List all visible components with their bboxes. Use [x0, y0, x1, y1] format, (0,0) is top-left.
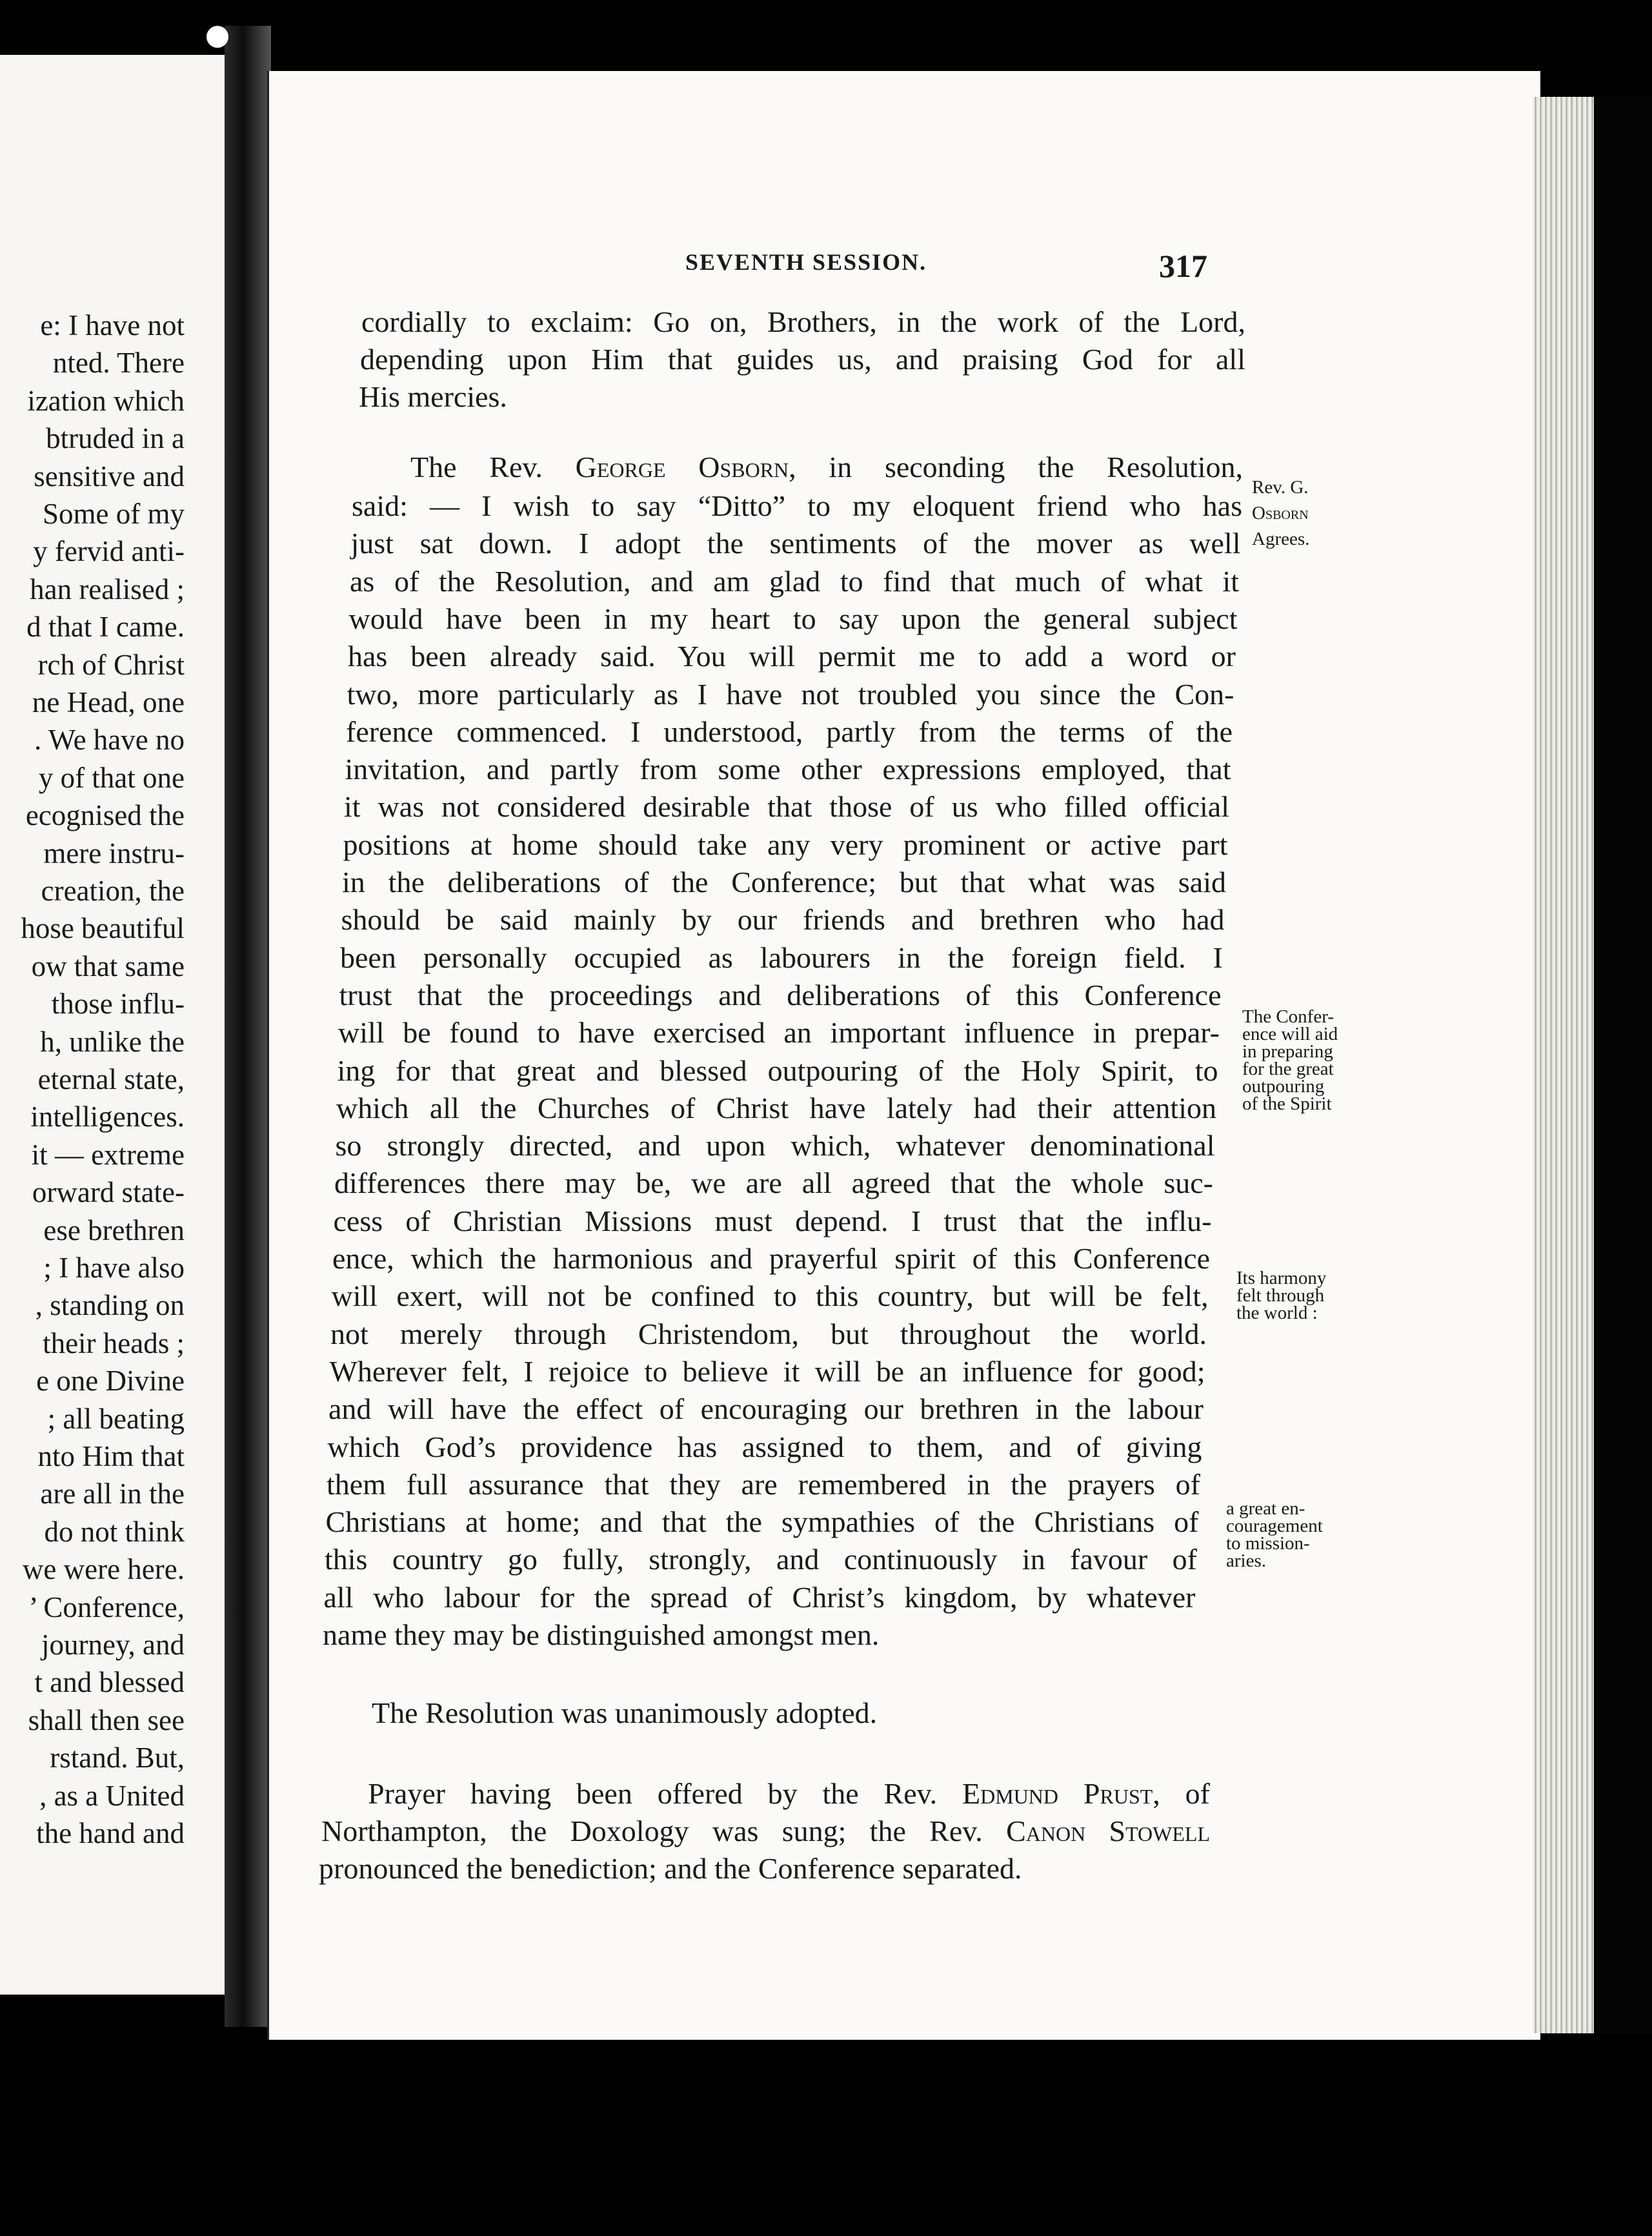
previous-page-line: hose beautiful [21, 912, 185, 945]
paragraph-2-line: so strongly directed, and upon which, whatever denominational [335, 1129, 1215, 1163]
paragraph-2-line: ence, which the harmonious and prayerful spirit of this Conference [332, 1242, 1210, 1275]
previous-page-line: ; all beating [47, 1402, 185, 1435]
paragraph-2-first-line [410, 449, 1243, 486]
paragraph-2-line: this country go fully, strongly, and continuously in favour of [325, 1543, 1197, 1576]
paragraph-2-line: it was not considered desirable that those of us who filled official [344, 790, 1229, 824]
paragraph-2-line: just sat down. I adopt the sentiments of the mover as well [350, 527, 1241, 560]
person-name: Canon Stowell [1006, 1814, 1210, 1847]
scan-hole-mark [206, 26, 228, 48]
previous-page-line: e: I have not [40, 309, 185, 341]
previous-page-line: d that I came. [26, 611, 185, 644]
paragraph-2-line: in the deliberations of the Conference; but that what was said [342, 866, 1226, 899]
previous-page-line: journey, and [41, 1629, 185, 1661]
previous-page-line: eternal state, [37, 1063, 185, 1095]
margin-note-line: ence will aid [1242, 1024, 1338, 1044]
closing-paragraph-line: pronounced the benediction; and the Conference separated. [319, 1852, 1022, 1885]
paragraph-2-line: which all the Churches of Christ have lately had their attention [336, 1091, 1216, 1124]
previous-page-line: , standing on [35, 1289, 185, 1322]
margin-note-line: Its harmony [1236, 1268, 1327, 1288]
previous-page [0, 55, 225, 1995]
margin-note-line: the world : [1236, 1303, 1318, 1323]
book-gutter [225, 26, 271, 2027]
margin-note-line: in preparing [1242, 1041, 1333, 1062]
previous-page-line: shall then see [28, 1703, 185, 1736]
speaker-name: George Osborn [575, 451, 789, 483]
text-run: , of [1153, 1777, 1210, 1810]
paragraph-2-line: name they may be distinguished amongst men. [323, 1618, 880, 1651]
paragraph-2-line: should be said mainly by our friends and brethren who had [341, 903, 1225, 937]
paragraph-2-line: Christians at home; and that the sympathies of the Christians of [325, 1505, 1199, 1539]
previous-page-line: ization which [27, 384, 185, 417]
margin-note-line: felt through [1236, 1285, 1325, 1306]
paragraph-2-line: two, more particularly as I have not troubled you since the Con- [347, 677, 1234, 711]
text-run: , in seconding the Resolution, [789, 451, 1243, 483]
previous-page-line: ne Head, one [32, 686, 185, 718]
paragraph-2-line: said: — I wish to say “Ditto” to my eloquent friend who has [352, 489, 1242, 522]
paragraph-2-line: positions at home should take any very prominent or active part [343, 828, 1228, 861]
previous-page-line: the hand and [36, 1817, 185, 1849]
margin-note-line: of the Spirit [1242, 1093, 1332, 1114]
previous-page-line: ecognised the [25, 799, 185, 832]
previous-page-line: ese brethren [43, 1214, 185, 1246]
margin-note-line: aries. [1226, 1550, 1266, 1571]
previous-page-line: ; I have also [43, 1252, 185, 1284]
paragraph-2-line: which God’s providence has assigned to them, and of giving [327, 1430, 1202, 1463]
scan-border [1594, 97, 1652, 2033]
previous-page-line: nto Him that [37, 1440, 185, 1472]
running-head: SEVENTH SESSION. [685, 249, 927, 275]
margin-note-line: couragement [1226, 1516, 1323, 1536]
margin-note-line: a great en- [1226, 1498, 1305, 1519]
previous-page-line: han realised ; [30, 573, 185, 605]
closing-paragraph-line [321, 1813, 1210, 1850]
previous-page-line: y of that one [38, 761, 185, 794]
paragraph-2-line: and will have the effect of encouraging our brethren in the labour [328, 1392, 1204, 1426]
paragraph-2-line: not merely through Christendom, but throughout the world. [330, 1317, 1207, 1350]
resolution-adopted-line: The Resolution was unanimously adopted. [372, 1696, 878, 1729]
paragraph-2-line: them full assurance that they are remembered in the prayers of [327, 1467, 1200, 1501]
previous-page-line: ’ Conference, [28, 1591, 185, 1623]
previous-page-line: sensitive and [34, 460, 185, 493]
paragraph-2-line: Wherever felt, I rejoice to believe it will be an influence for good; [329, 1354, 1205, 1388]
previous-page-line: creation, the [41, 875, 185, 907]
previous-page-line: btruded in a [46, 422, 185, 455]
text-run: Northampton, the Doxology was sung; the Rev. [321, 1814, 1007, 1847]
paragraph-2-line: invitation, and partly from some other expressions employed, that [345, 753, 1231, 786]
previous-page-line: intelligences. [30, 1101, 185, 1133]
closing-paragraph-line [368, 1775, 1210, 1813]
previous-page-line: ow that same [31, 950, 185, 982]
previous-page-line: nted. There [52, 347, 185, 380]
margin-note-line: for the great [1242, 1059, 1334, 1079]
previous-page-line: their heads ; [43, 1326, 185, 1359]
paragraph-2-line: differences there may be, we are all agreed that the whole suc- [334, 1166, 1213, 1200]
paragraph-1-line: His mercies. [359, 380, 507, 413]
paragraph-2-line: has been already said. You will permit me to add a word or [348, 640, 1236, 673]
page-number: 317 [1159, 248, 1207, 284]
previous-page-line: rch of Christ [37, 648, 185, 681]
page-edges [1533, 97, 1597, 2033]
margin-note-line: Rev. G. [1252, 477, 1309, 498]
paragraph-2-line: ference commenced. I understood, partly from the terms of the [346, 715, 1233, 748]
previous-page-line: do not think [44, 1515, 185, 1548]
previous-page-line: Some of my [43, 498, 185, 530]
previous-page-line: h, unlike the [40, 1025, 185, 1058]
paragraph-2-line: ing for that great and blessed outpouring of the Holy Spirit, to [337, 1053, 1218, 1087]
paragraph-2-line: will be found to have exercised an important influence in prepar- [338, 1016, 1220, 1050]
text-run: Prayer having been offered by the Rev. [368, 1777, 963, 1810]
previous-page-line: rstand. But, [50, 1742, 185, 1774]
paragraph-2-line: cess of Christian Missions must depend. I trust that the influ- [333, 1204, 1212, 1237]
previous-page-line: , as a United [39, 1779, 185, 1812]
margin-note-line: outpouring [1242, 1076, 1325, 1097]
paragraph-2-line: as of the Resolution, and am glad to find that much of what it [350, 564, 1239, 598]
previous-page-line: those influ- [51, 988, 185, 1021]
previous-page-line: mere instru- [43, 837, 185, 869]
paragraph-2-line: will exert, will not be confined to this country, but will be felt, [331, 1279, 1209, 1313]
margin-note-line: The Confer- [1242, 1006, 1334, 1027]
person-name: Edmund Prust [962, 1777, 1153, 1810]
previous-page-line: it — extreme [31, 1138, 185, 1171]
margin-note-line: to mission- [1226, 1533, 1310, 1554]
previous-page-line: orward state- [32, 1176, 185, 1209]
paragraph-2-line: trust that the proceedings and deliberations of this Conference [339, 978, 1222, 1011]
previous-page-line: we were here. [22, 1553, 185, 1586]
paragraph-1-line: cordially to exclaim: Go on, Brothers, in the work of the Lord, [361, 305, 1245, 338]
paragraph-2-line: been personally occupied as labourers in the foreign field. I [340, 940, 1223, 974]
previous-page-line: are all in the [40, 1478, 185, 1510]
text-run: The Rev. [410, 451, 576, 483]
paragraph-2-line: all who labour for the spread of Christ’s kingdom, by whatever [323, 1580, 1196, 1614]
margin-note-line: Osborn [1252, 503, 1309, 523]
previous-page-line: y fervid anti- [33, 535, 185, 568]
previous-page-line: t and blessed [34, 1666, 185, 1699]
previous-page-line: . We have no [34, 724, 185, 757]
previous-page-line: e one Divine [36, 1365, 185, 1397]
margin-note-line: Agrees. [1252, 529, 1310, 549]
paragraph-1-line: depending upon Him that guides us, and praising God for all [360, 343, 1245, 376]
paragraph-2-line: would have been in my heart to say upon the general subject [348, 602, 1238, 635]
